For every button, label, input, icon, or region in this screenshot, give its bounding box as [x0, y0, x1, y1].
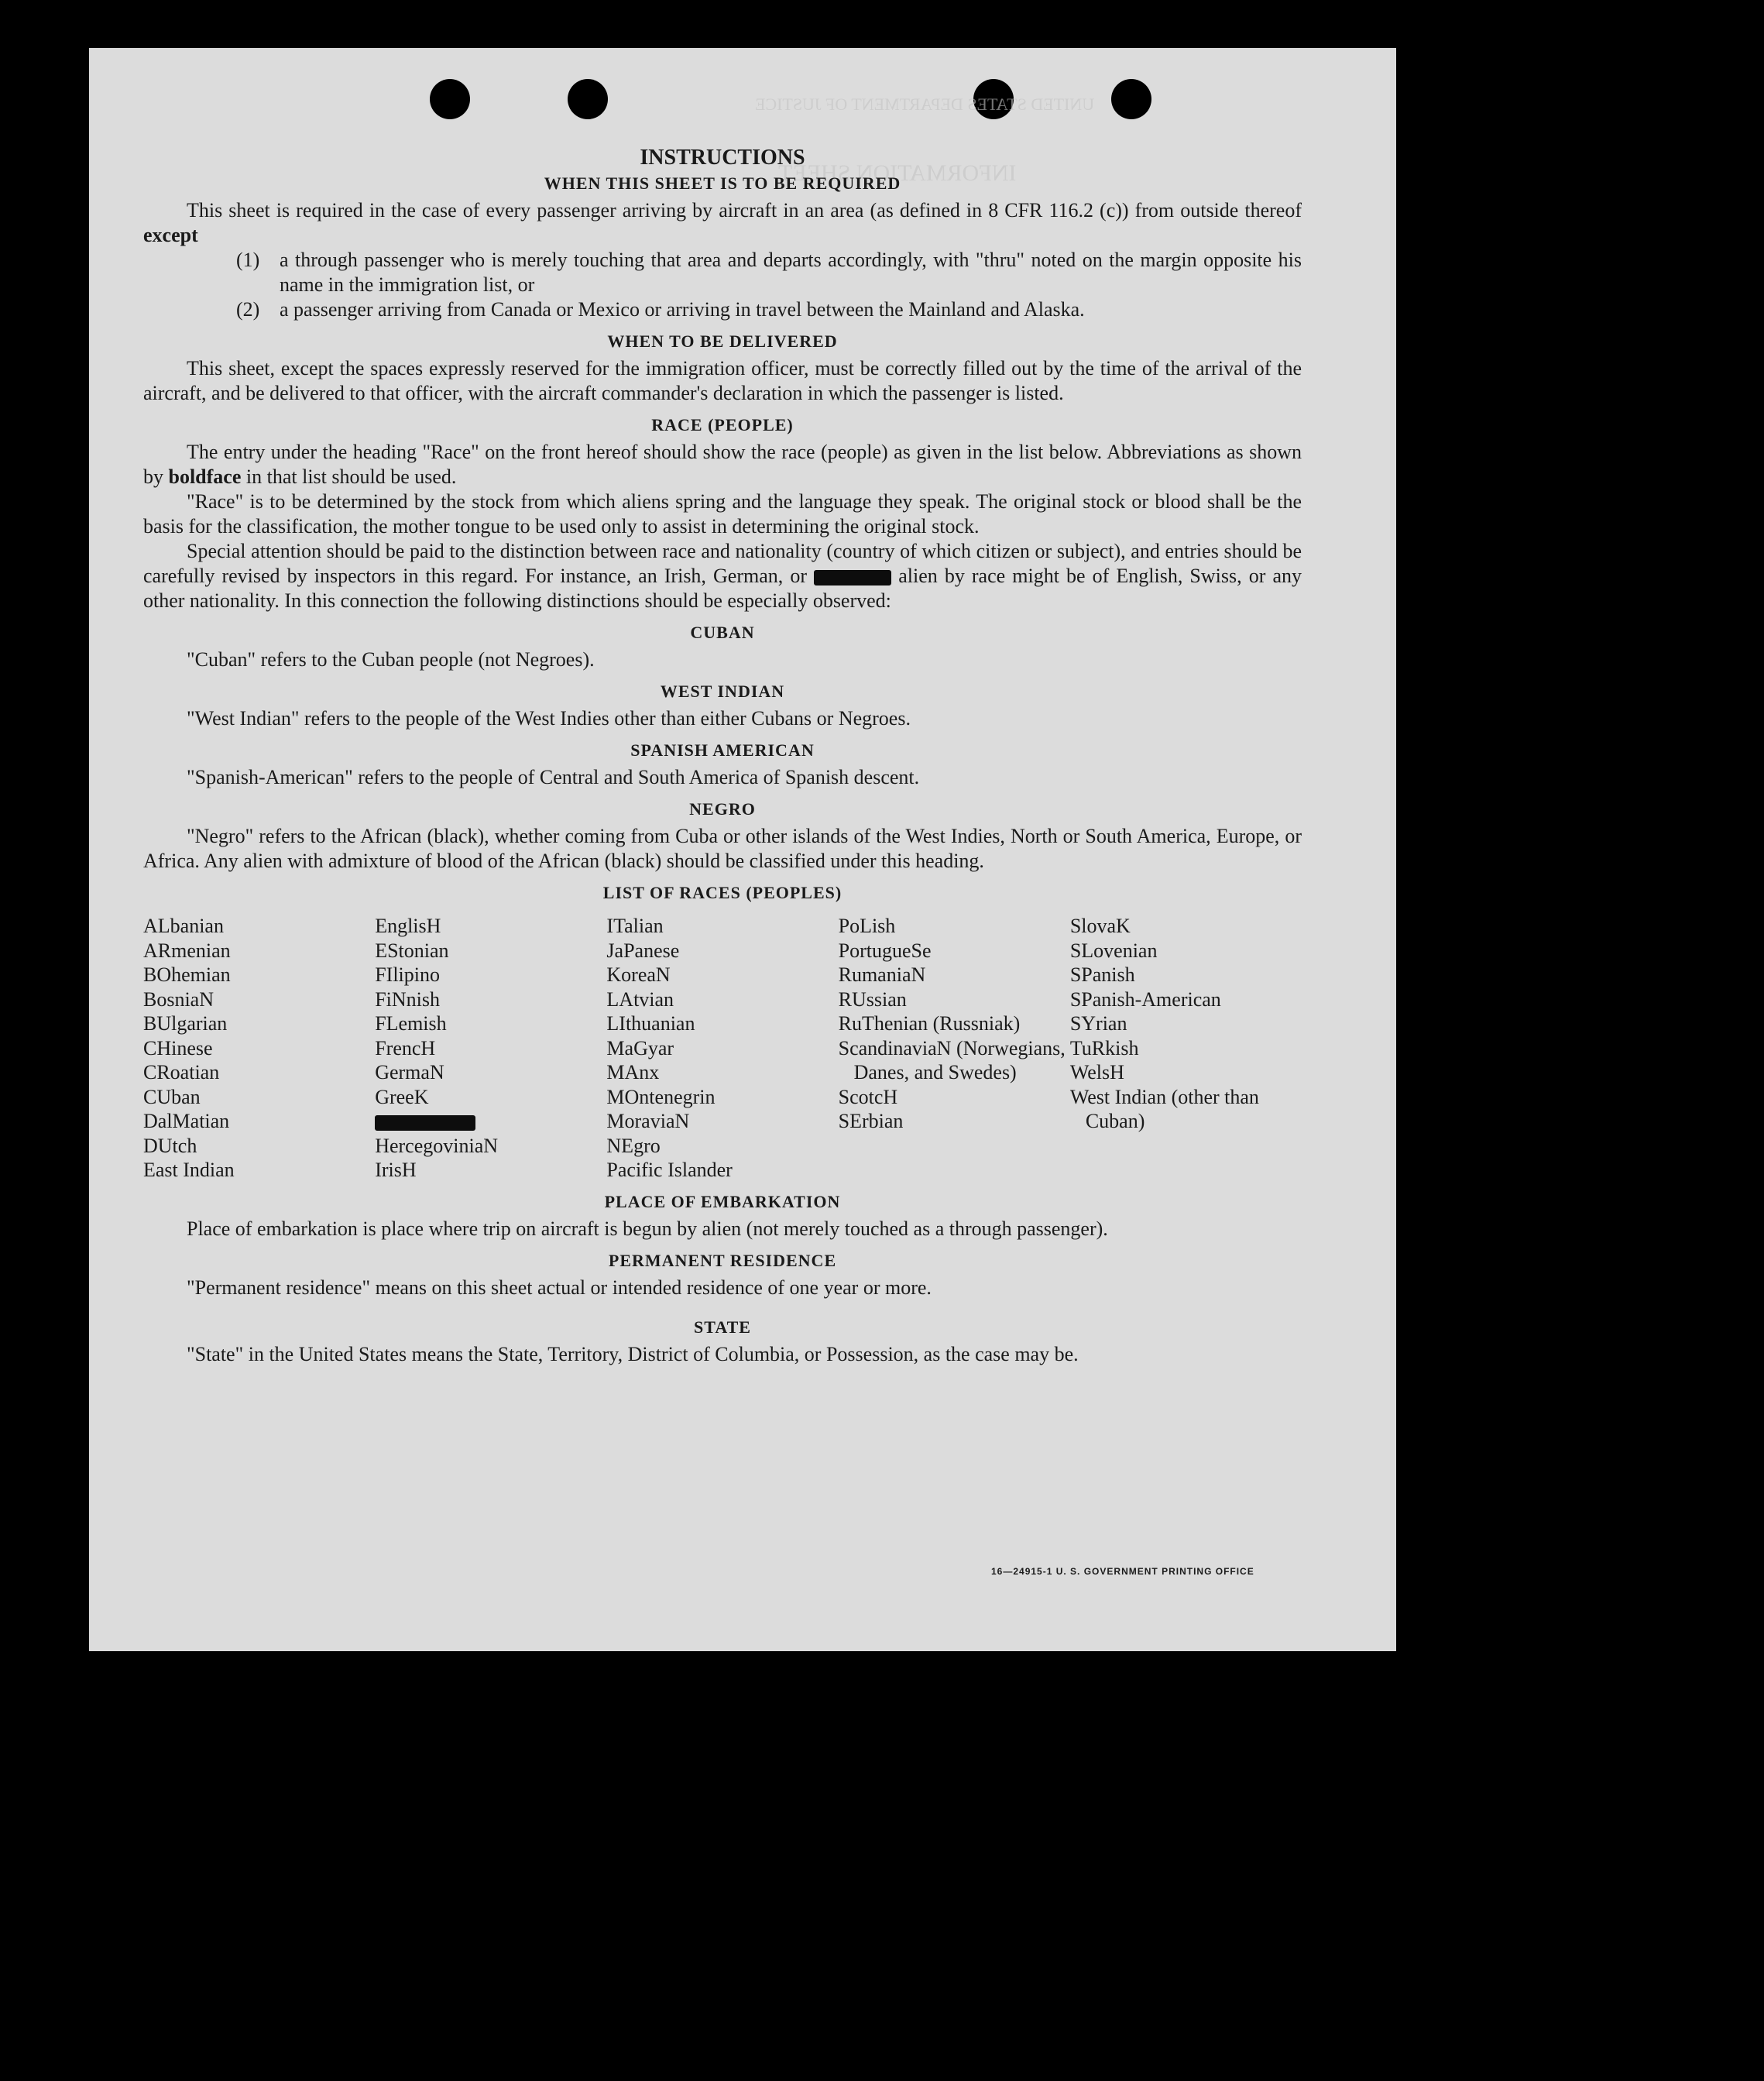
race-entry: West Indian (other than Cuban) [1069, 1085, 1259, 1132]
race-entry: RUssian [838, 987, 907, 1011]
race-entry: LIthuanian [606, 1012, 695, 1035]
race-entry: FiNnish [375, 987, 441, 1011]
race-entry: BOhemian [143, 963, 231, 986]
race-entry: CHinese [143, 1036, 213, 1059]
race-column-4 [839, 914, 1070, 1183]
section-heading-residence: PERMANENT RESIDENCE [608, 1250, 837, 1270]
section-heading-state: STATE [694, 1317, 751, 1337]
race-paragraph-3: Special attention should be paid to the distinction between race and nationality (country of which citizen or subject), and entries should be carefully revised by inspectors in this regard. For instance, an Irish, German, or alien by race might be of English, Swiss, or any other nationality. In this connection the following distinctions should be especially observed: [143, 540, 1302, 612]
race-list [143, 914, 1302, 1183]
race-entry: SLovenian [1069, 939, 1158, 962]
race-entry: SlovaK [1069, 915, 1131, 937]
race-entry-redacted [375, 1109, 606, 1134]
section-heading-race: RACE (PEOPLE) [651, 415, 794, 434]
race-entry: MaGyar [606, 1036, 674, 1059]
race-column-5 [1070, 914, 1302, 1183]
race-entry: PoLish [838, 915, 896, 937]
section-heading-list-of-races: LIST OF RACES (PEOPLES) [602, 883, 843, 902]
punch-hole [1111, 79, 1151, 119]
race-paragraph-1: The entry under the heading "Race" on the front hereof should show the race (people) as given in the list below. Abbreviations as shown by boldface in that list should be used. [143, 441, 1302, 488]
section-heading-spanish-american: SPANISH AMERICAN [630, 740, 815, 760]
race-entry: SPanish-American [1069, 987, 1221, 1011]
race-entry: East Indian [143, 1159, 235, 1181]
race-entry: BosniaN [143, 987, 214, 1011]
when-delivered-text: This sheet, except the spaces expressly reserved for the immigration officer, must be correctly filled out by the time of the arrival of the aircraft, and be delivered to that officer, with the aircraft commander's declaration in which the passenger is listed. [143, 357, 1302, 404]
west-indian-text: "West Indian" refers to the people of the West Indies other than either Cubans or Negroes. [187, 707, 911, 730]
race-entry: ALbanian [143, 915, 224, 937]
exception-item: (2) a passenger arriving from Canada or Mexico or arriving in travel between the Mainland and Alaska. [236, 298, 1085, 321]
race-entry: FrencH [375, 1036, 436, 1059]
page-title: INSTRUCTIONS [640, 146, 805, 170]
section-heading-when-delivered: WHEN TO BE DELIVERED [607, 331, 838, 351]
race-column-2 [375, 914, 606, 1183]
exception-item: (1) a through passenger who is merely touching that area and departs accordingly, with "thru" noted on the margin opposite his name in the immigration list, or [236, 249, 1302, 296]
negro-text: "Negro" refers to the African (black), whether coming from Cuba or other islands of the West Indies, North or South America, Europe, or Africa. Any alien with admixture of blood of the African (black) should be classified under this heading. [143, 825, 1302, 872]
race-entry: HercegoviniaN [375, 1134, 499, 1157]
race-entry: BUlgarian [143, 1012, 228, 1035]
race-entry: RuThenian (Russniak) [838, 1012, 1021, 1035]
punch-hole [430, 79, 470, 119]
redaction-mark [814, 570, 891, 585]
race-entry: DalMatian [143, 1110, 230, 1132]
bleed-through: INFORMATION SHEET [778, 160, 1017, 186]
race-entry: GreeK [375, 1085, 429, 1108]
race-entry: ARmenian [143, 939, 231, 962]
race-entry: GermaN [375, 1061, 444, 1083]
race-entry: JaPanese [606, 939, 680, 962]
race-entry: SPanish [1069, 963, 1135, 986]
race-entry: MoraviaN [606, 1110, 690, 1132]
redaction-mark [375, 1115, 475, 1131]
race-entry: ITalian [606, 915, 664, 937]
race-entry: ScotcH [838, 1085, 898, 1108]
race-paragraph-2: "Race" is to be determined by the stock from which aliens spring and the language they speak. The original stock or blood shall be the basis for the classification, the mother tongue to be used only to assist in determining the original stock. [143, 490, 1302, 537]
printer-credit: 16—24915-1 U. S. GOVERNMENT PRINTING OFFICE [991, 1566, 1254, 1577]
race-entry: EStonian [375, 939, 449, 962]
race-entry: FLemish [375, 1012, 447, 1035]
race-entry: NEgro [606, 1134, 661, 1157]
race-entry: MOntenegrin [606, 1085, 716, 1108]
residence-text: "Permanent residence" means on this sheet actual or intended residence of one year or more. [187, 1276, 932, 1299]
race-entry: TuRkish [1069, 1036, 1139, 1059]
race-entry: CUban [143, 1085, 201, 1108]
bleed-through: UNITED STATES DEPARTMENT OF JUSTICE [755, 94, 1095, 114]
punch-hole [568, 79, 608, 119]
section-heading-negro: NEGRO [689, 799, 756, 819]
state-text: "State" in the United States means the State, Territory, District of Columbia, or Possession, as the case may be. [187, 1342, 1079, 1365]
race-entry: WelsH [1069, 1061, 1124, 1083]
race-entry: LAtvian [606, 987, 674, 1011]
race-entry: CRoatian [143, 1061, 220, 1083]
race-entry: Pacific Islander [606, 1159, 733, 1181]
embarkation-text: Place of embarkation is place where trip on aircraft is begun by alien (not merely touched as a through passenger). [187, 1217, 1108, 1240]
race-entry: MAnx [606, 1061, 660, 1083]
race-entry: SErbian [838, 1110, 904, 1132]
when-required-intro: This sheet is required in the case of every passenger arriving by aircraft in an area (as defined in 8 CFR 116.2 (c)) from outside thereof except [143, 199, 1302, 246]
race-entry: SYrian [1069, 1012, 1127, 1035]
race-entry: RumaniaN [838, 963, 926, 986]
section-heading-embarkation: PLACE OF EMBARKATION [604, 1191, 841, 1211]
race-entry: DUtch [143, 1134, 197, 1157]
race-entry: FIlipino [375, 963, 440, 986]
race-entry: ScandinaviaN (Norwegians, Danes, and Swedes) [838, 1036, 1066, 1083]
race-column-1 [143, 914, 375, 1183]
document-sheet [89, 48, 1396, 1651]
instructions-body [143, 146, 1302, 1367]
race-entry: KoreaN [606, 963, 671, 986]
race-entry: EnglisH [375, 915, 441, 937]
section-heading-west-indian: WEST INDIAN [660, 682, 785, 701]
race-entry: IrisH [375, 1159, 417, 1181]
cuban-text: "Cuban" refers to the Cuban people (not Negroes). [187, 648, 595, 671]
race-entry: PortugueSe [838, 939, 932, 962]
spanish-american-text: "Spanish-American" refers to the people of Central and South America of Spanish descent. [187, 766, 920, 788]
race-column-3 [606, 914, 838, 1183]
section-heading-when-required: WHEN THIS SHEET IS TO BE REQUIRED [544, 173, 901, 193]
section-heading-cuban: CUBAN [690, 623, 755, 642]
